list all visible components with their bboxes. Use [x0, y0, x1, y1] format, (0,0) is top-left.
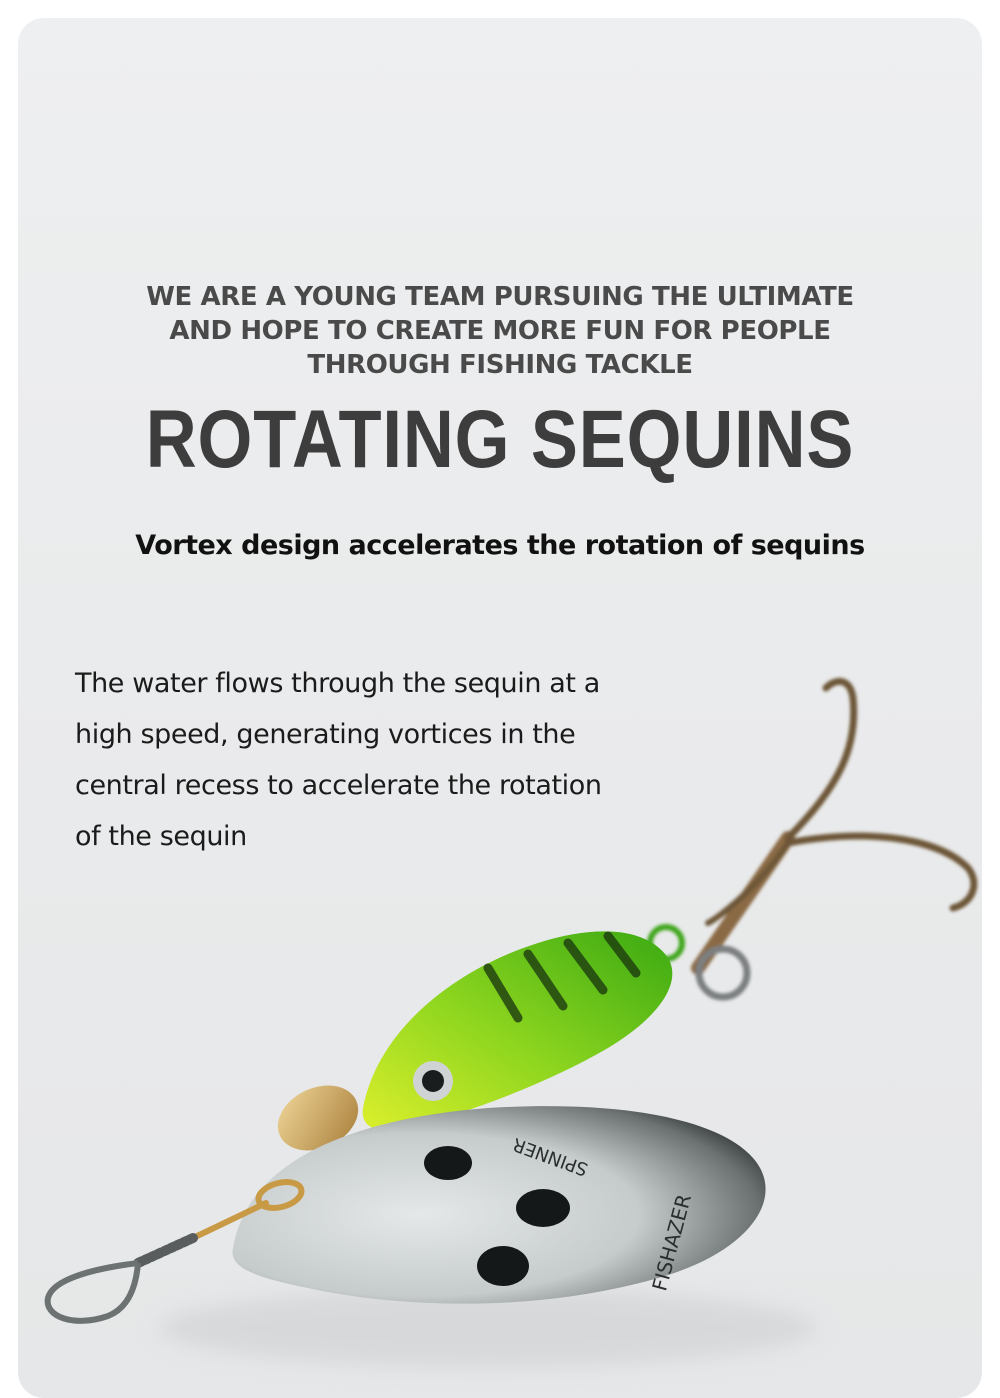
blade-text-brand: FISHAZER — [647, 1191, 697, 1294]
description-line-1: The water flows through the sequin at a — [75, 668, 600, 699]
lure-body — [363, 931, 673, 1130]
tagline-line-2: AND HOPE TO CREATE MORE FUN FOR PEOPLE — [169, 316, 831, 346]
brand-tagline — [18, 280, 982, 382]
spinner-lure-image — [18, 638, 982, 1398]
blade-text-spinner: SPINNER — [510, 1133, 591, 1180]
tagline-line-3: THROUGH FISHING TACKLE — [307, 350, 693, 380]
description-line-2: high speed, generating vortices in the — [75, 719, 576, 750]
description-line-4: of the sequin — [75, 821, 247, 852]
description-line-3: central recess to accelerate the rotation — [75, 770, 602, 801]
subheadline: Vortex design accelerates the rotation of sequins — [135, 530, 865, 561]
headline: ROTATING SEQUINS — [145, 394, 855, 485]
tagline-line-1: WE ARE A YOUNG TEAM PURSUING THE ULTIMATE — [146, 282, 854, 312]
product-card — [18, 18, 982, 1398]
treble-hook — [650, 681, 974, 997]
